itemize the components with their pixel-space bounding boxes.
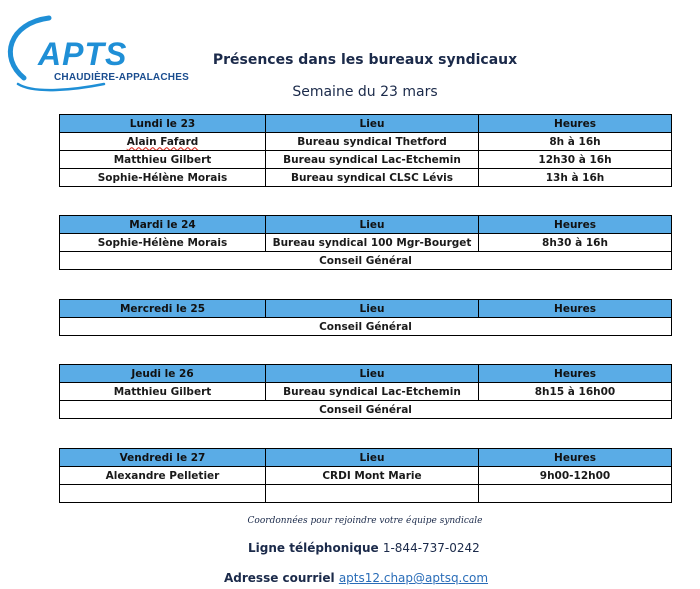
table-header-row (60, 300, 672, 318)
schedule-table-friday (59, 448, 672, 503)
lieu-header: Lieu (266, 216, 479, 234)
apts-logo (4, 8, 189, 93)
lieu-header: Lieu (266, 365, 479, 383)
person-cell: Matthieu Gilbert (60, 383, 266, 401)
note-cell: Conseil Général (60, 401, 672, 419)
hours-cell: 8h15 à 16h00 (479, 383, 672, 401)
table-row (60, 151, 672, 169)
hours-cell: 8h30 à 16h (479, 234, 672, 252)
table-header-row (60, 365, 672, 383)
lieu-header: Lieu (266, 115, 479, 133)
person-cell: Matthieu Gilbert (60, 151, 266, 169)
day-header: Jeudi le 26 (60, 365, 266, 383)
place-cell: Bureau syndical Lac-Etchemin (266, 151, 479, 169)
table-row (60, 467, 672, 485)
table-row (60, 318, 672, 336)
phone-number[interactable]: 1-844-737-0242 (382, 541, 480, 555)
page-subtitle: Semaine du 23 mars (292, 84, 438, 100)
table-row-empty (60, 485, 672, 503)
place-cell: Bureau syndical Thetford (266, 133, 479, 151)
logo-region: CHAUDIÈRE-APPALACHES (54, 72, 189, 83)
person-cell: Sophie-Hélène Morais (60, 169, 266, 187)
day-header: Mercredi le 25 (60, 300, 266, 318)
heures-header: Heures (479, 449, 672, 467)
table-row (60, 234, 672, 252)
empty-cell (479, 485, 672, 503)
day-header: Mardi le 24 (60, 216, 266, 234)
email-label: Adresse courriel (224, 571, 335, 585)
schedule-table-thursday (59, 364, 672, 419)
email-line (224, 571, 488, 585)
heures-header: Heures (479, 300, 672, 318)
table-header-row (60, 449, 672, 467)
schedule-table-monday (59, 114, 672, 187)
place-cell: Bureau syndical 100 Mgr-Bourget (266, 234, 479, 252)
empty-cell (266, 485, 479, 503)
place-cell: Bureau syndical Lac-Etchemin (266, 383, 479, 401)
phone-label: Ligne téléphonique (248, 541, 379, 555)
person-cell (60, 133, 266, 151)
page-title: Présences dans les bureaux syndicaux (212, 52, 518, 68)
contact-intro: Coordonnées pour rejoindre votre équipe syndicale (247, 516, 483, 526)
hours-cell: 13h à 16h (479, 169, 672, 187)
hours-cell: 12h30 à 16h (479, 151, 672, 169)
schedule-table-wednesday (59, 299, 672, 336)
person-cell: Sophie-Hélène Morais (60, 234, 266, 252)
hours-cell: 9h00-12h00 (479, 467, 672, 485)
person-name: Alain Fafard (126, 135, 199, 148)
table-row (60, 383, 672, 401)
table-row (60, 401, 672, 419)
table-row (60, 252, 672, 270)
hours-cell: 8h à 16h (479, 133, 672, 151)
day-header: Vendredi le 27 (60, 449, 266, 467)
heures-header: Heures (479, 115, 672, 133)
note-cell: Conseil Général (60, 252, 672, 270)
day-header: Lundi le 23 (60, 115, 266, 133)
table-row (60, 169, 672, 187)
note-cell: Conseil Général (60, 318, 672, 336)
lieu-header: Lieu (266, 449, 479, 467)
phone-line (248, 541, 480, 555)
email-link[interactable]: apts12.chap@aptsq.com (338, 571, 489, 585)
place-cell: CRDI Mont Marie (266, 467, 479, 485)
heures-header: Heures (479, 216, 672, 234)
schedule-table-tuesday (59, 215, 672, 270)
table-header-row (60, 115, 672, 133)
heures-header: Heures (479, 365, 672, 383)
logo-brand: APTS (38, 36, 128, 72)
lieu-header: Lieu (266, 300, 479, 318)
table-row (60, 133, 672, 151)
table-header-row (60, 216, 672, 234)
empty-cell (60, 485, 266, 503)
person-cell: Alexandre Pelletier (60, 467, 266, 485)
place-cell: Bureau syndical CLSC Lévis (266, 169, 479, 187)
